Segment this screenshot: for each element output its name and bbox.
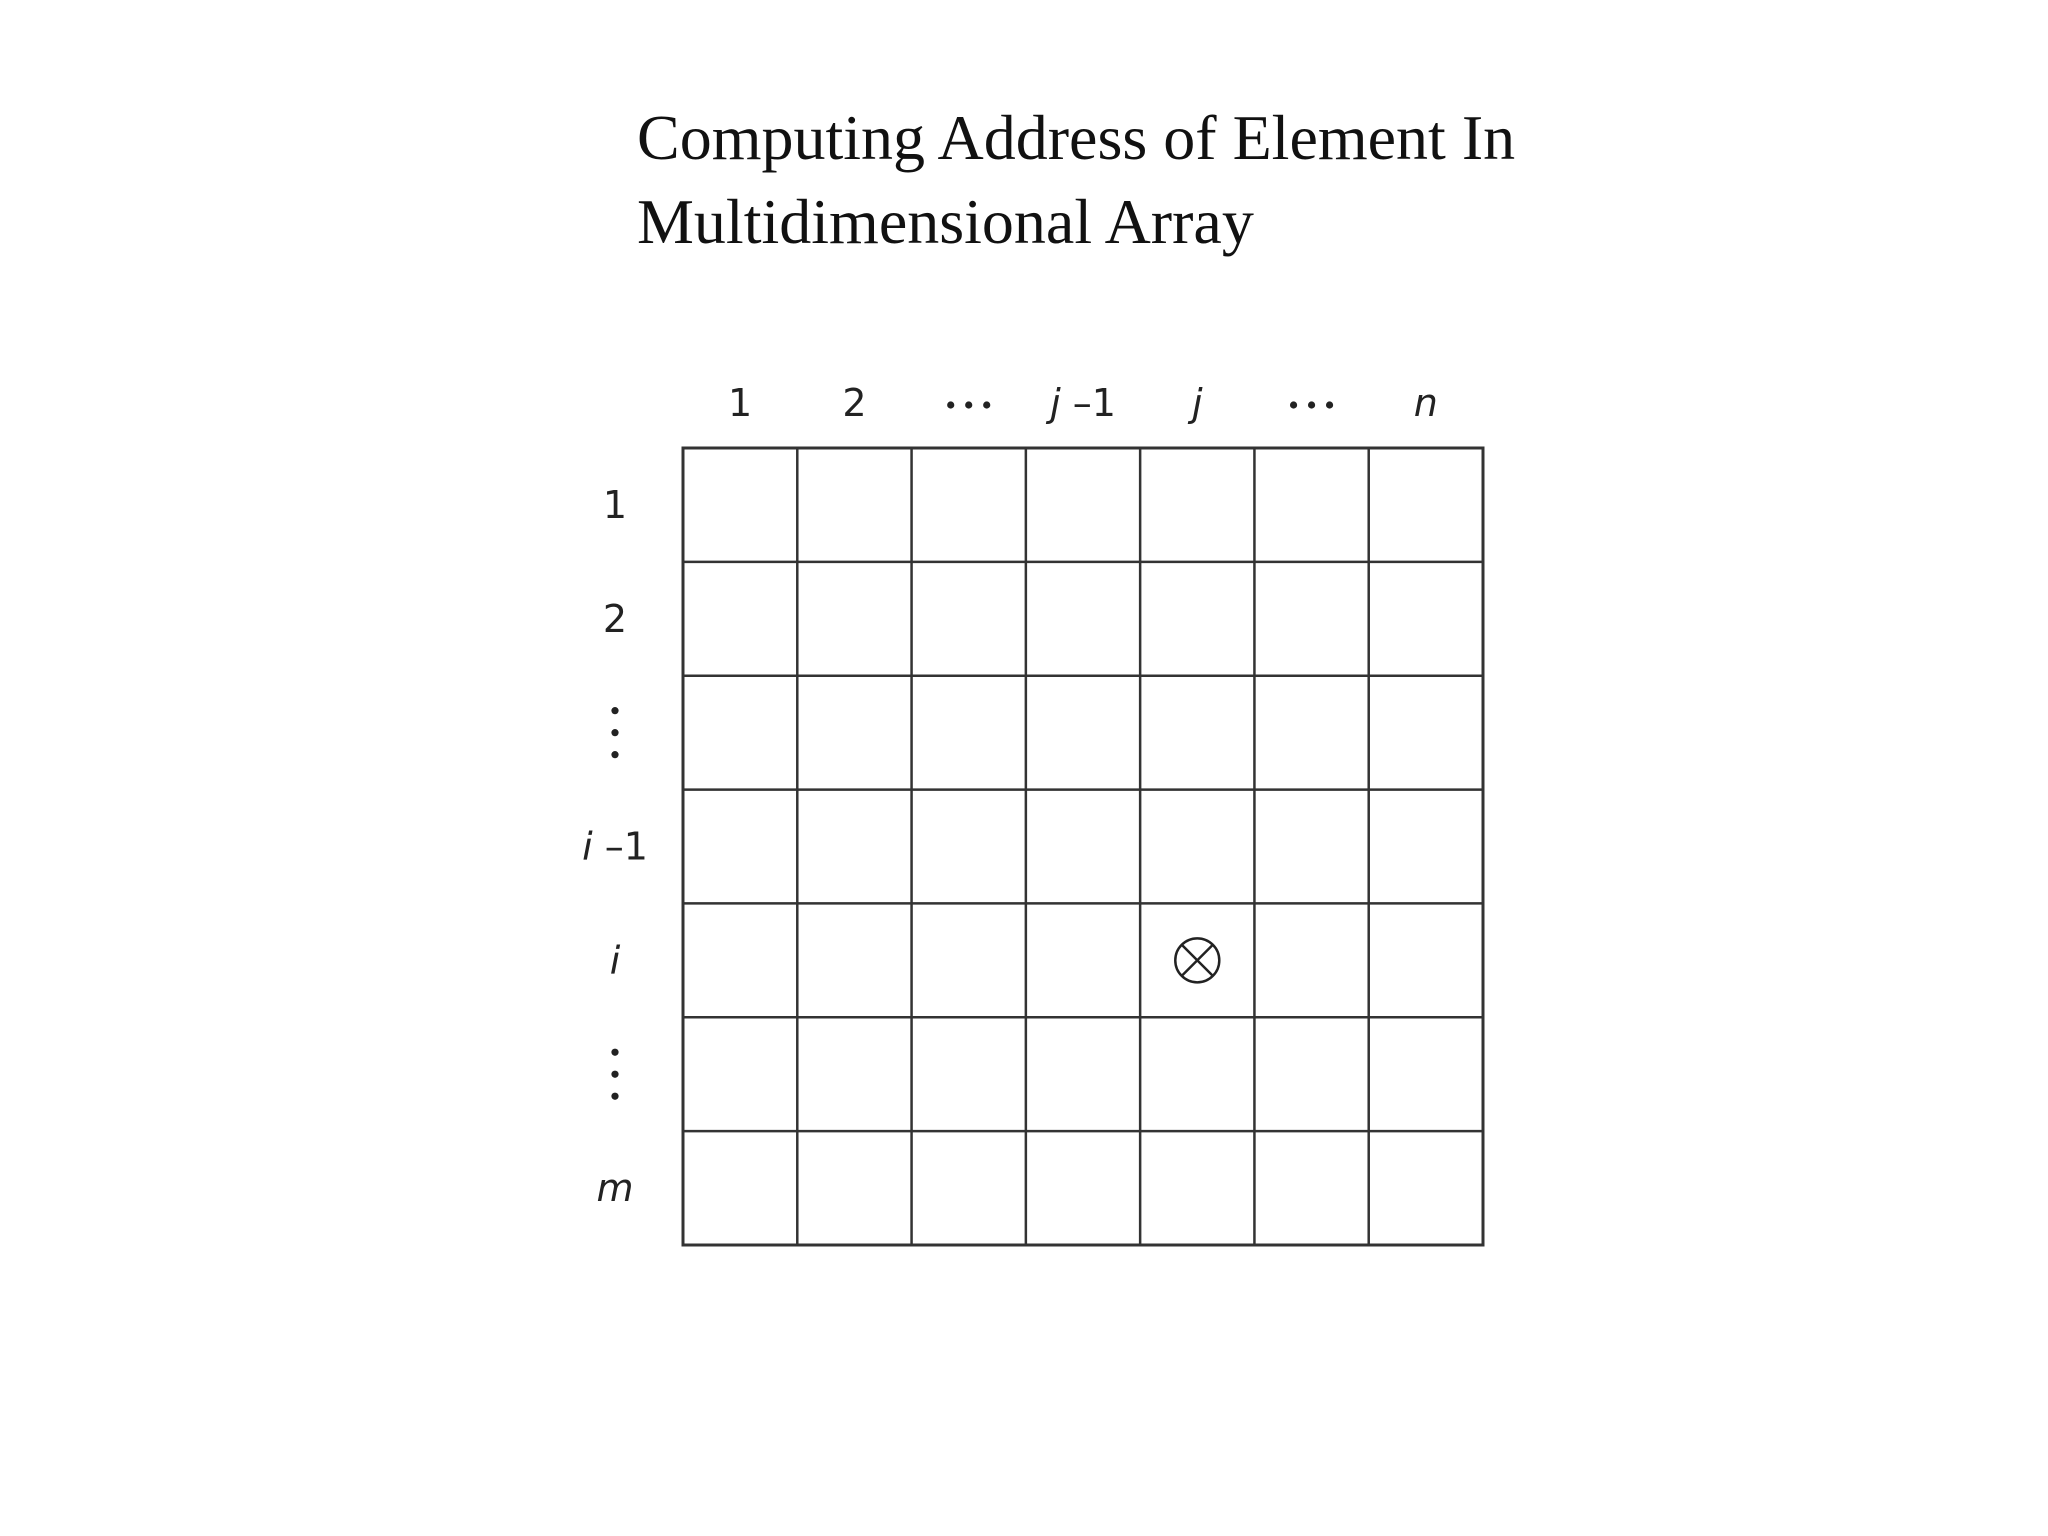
marker-layer [1175, 938, 1219, 982]
row-label: i –1 [582, 824, 648, 869]
ellipsis-dot [1308, 401, 1315, 408]
grid-border [683, 448, 1483, 1245]
ellipsis-dot [965, 401, 972, 408]
ellipsis-dot [947, 401, 954, 408]
ellipsis-dot [611, 1049, 618, 1056]
column-label-ellipsis [1290, 401, 1333, 408]
grid-layer [683, 448, 1483, 1245]
column-labels [728, 381, 1438, 425]
column-label: 2 [842, 381, 867, 425]
row-label-ellipsis [611, 1049, 618, 1100]
row-label: 1 [602, 482, 628, 527]
ellipsis-dot [983, 401, 990, 408]
column-label: n [1413, 381, 1438, 425]
row-label: 2 [602, 596, 628, 641]
row-labels [582, 483, 648, 1210]
ellipsis-dot [611, 729, 618, 736]
ellipsis-dot [611, 1071, 618, 1078]
circled-times-icon [1175, 938, 1219, 982]
row-label-ellipsis [611, 707, 618, 758]
column-label-ellipsis [947, 401, 990, 408]
ellipsis-dot [611, 1093, 618, 1100]
ellipsis-dot [611, 751, 618, 758]
column-label: j [1192, 381, 1203, 425]
row-label: m [596, 1166, 634, 1211]
title-line-2: Multidimensional Array [637, 186, 1254, 257]
row-label: i [609, 938, 621, 983]
column-label: 1 [728, 381, 753, 425]
column-label: j –1 [1050, 381, 1116, 425]
ellipsis-dot [611, 707, 618, 714]
ellipsis-dot [1290, 401, 1297, 408]
title-line-1: Computing Address of Element In [637, 102, 1516, 173]
ellipsis-dot [1326, 401, 1333, 408]
